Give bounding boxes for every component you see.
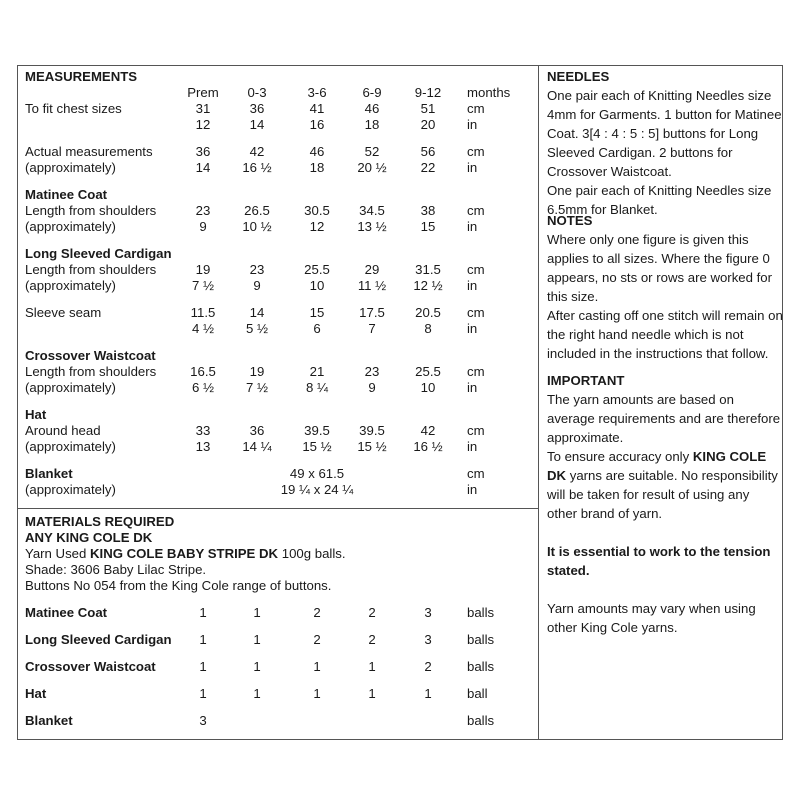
unit-label: in — [467, 439, 478, 454]
needles-section — [547, 67, 783, 219]
shade-text: Shade: 3606 Baby Lilac Stripe. — [25, 562, 207, 577]
unit-label: in — [467, 482, 478, 497]
row-label: Around head — [25, 423, 101, 438]
measurement-value: 25.5 — [415, 364, 441, 379]
measurement-value: 30.5 — [304, 203, 330, 218]
ball-count: 2 — [313, 632, 321, 647]
measurement-value: 18 — [309, 160, 325, 175]
measurement-value: 13 ½ — [357, 219, 387, 234]
unit-label: cm — [467, 364, 485, 379]
measurement-value: 14 — [195, 160, 211, 175]
ball-count: 1 — [368, 659, 376, 674]
measurement-value: 9 — [199, 219, 207, 234]
garment-heading: Matinee Coat — [25, 187, 108, 202]
garment-heading: Hat — [25, 407, 47, 422]
unit-label: in — [467, 380, 478, 395]
measurement-value: 7 ½ — [192, 278, 214, 293]
ball-count: 1 — [424, 686, 432, 701]
measurement-value: 19 — [249, 364, 265, 379]
ball-unit: balls — [467, 632, 495, 647]
yarn-amount-note: Yarn amounts may vary when using other King Cole yarns. — [547, 601, 756, 635]
measurement-value: 49 x 61.5 — [289, 466, 345, 481]
size-header: 6-9 — [362, 85, 382, 100]
yarn-prefix: Yarn Used — [25, 546, 90, 561]
ball-count: 2 — [368, 605, 376, 620]
measurement-value: 36 — [195, 144, 211, 159]
ball-count: 1 — [253, 632, 261, 647]
needles-title: NEEDLES — [547, 69, 610, 84]
measurement-value: 9 — [253, 278, 261, 293]
materials-subtitle: ANY KING COLE DK — [25, 530, 153, 545]
measurement-value: 12 — [309, 219, 325, 234]
row-label: (approximately) — [25, 482, 116, 497]
measurement-value: 14 — [249, 117, 265, 132]
measurement-value: 42 — [420, 423, 436, 438]
measurement-value: 14 — [249, 305, 265, 320]
unit-label: in — [467, 117, 478, 132]
measurement-value: 33 — [195, 423, 211, 438]
material-garment: Hat — [25, 686, 47, 701]
measurement-value: 41 — [309, 101, 325, 116]
row-label: To fit chest sizes — [25, 101, 122, 116]
material-garment: Matinee Coat — [25, 605, 108, 620]
measurement-value: 16 ½ — [242, 160, 272, 175]
ball-count: 1 — [253, 686, 261, 701]
row-label: Sleeve seam — [25, 305, 102, 320]
unit-label: in — [467, 278, 478, 293]
ball-count: 1 — [199, 632, 207, 647]
unit-label: cm — [467, 262, 485, 277]
unit-label: in — [467, 219, 478, 234]
measurement-value: 42 — [249, 144, 265, 159]
measurement-value: 8 — [424, 321, 432, 336]
yarn-used — [25, 546, 346, 562]
measurement-value: 4 ½ — [192, 321, 214, 336]
garment-heading: Blanket — [25, 466, 73, 481]
size-header: 0-3 — [247, 85, 267, 100]
measurement-value: 6 ½ — [192, 380, 214, 395]
unit-label: cm — [467, 423, 485, 438]
ball-count: 1 — [199, 659, 207, 674]
measurement-value: 46 — [364, 101, 380, 116]
unit-label: cm — [467, 466, 485, 481]
row-label: (approximately) — [25, 219, 116, 234]
notes-text-2: After casting off one stitch will remain on the right hand needle which is not included in the instructions that follow. — [547, 308, 783, 361]
yarn-suffix: 100g balls. — [278, 546, 346, 561]
measurement-value: 46 — [309, 144, 325, 159]
measurement-value: 10 — [420, 380, 436, 395]
ball-count: 3 — [199, 713, 207, 728]
ball-unit: ball — [467, 686, 488, 701]
column-divider — [538, 65, 539, 740]
material-garment: Blanket — [25, 713, 73, 728]
measurement-value: 15 — [309, 305, 325, 320]
important-brand: KING COLE DK — [547, 449, 767, 483]
material-garment: Long Sleeved Cardigan — [25, 632, 172, 647]
measurement-value: 19 — [195, 262, 211, 277]
notes-section — [547, 211, 783, 363]
important-text-1: The yarn amounts are based on average requirements and are therefore approximate. — [547, 392, 781, 445]
measurement-value: 15 — [420, 219, 436, 234]
measurement-value: 18 — [364, 117, 380, 132]
ball-unit: balls — [467, 713, 495, 728]
material-garment: Crossover Waistcoat — [25, 659, 156, 674]
materials-title: MATERIALS REQUIRED — [25, 514, 175, 529]
needles-text-2: One pair each of Knitting Needles size 6.5mm for Blanket. — [547, 183, 772, 217]
measurement-value: 20 — [420, 117, 436, 132]
ball-count: 3 — [424, 605, 432, 620]
unit-label: cm — [467, 144, 485, 159]
measurement-value: 36 — [249, 101, 265, 116]
measurement-value: 13 — [195, 439, 211, 454]
measurement-value: 52 — [364, 144, 380, 159]
notes-text-1: Where only one figure is given this applies to all sizes. Where the figure 0 appears, no sts or rows are worked for this size. — [547, 232, 773, 304]
measurement-value: 22 — [420, 160, 436, 175]
row-label: (approximately) — [25, 278, 116, 293]
ball-count: 1 — [199, 686, 207, 701]
measurement-value: 26.5 — [244, 203, 270, 218]
ball-count: 3 — [424, 632, 432, 647]
tension-note: It is essential to work to the tension stated. — [547, 544, 771, 578]
needles-text-1: One pair each of Knitting Needles size 4mm for Garments. 1 button for Matinee Coat. 3[4 : 4 : 5 : 5] buttons for Long Sleeved Cardigan. 2 buttons for Crossover Waistcoat. — [547, 88, 782, 179]
measurement-value: 34.5 — [359, 203, 385, 218]
measurement-value: 11 ½ — [357, 278, 387, 293]
unit-label: in — [467, 160, 478, 175]
row-label: Length from shoulders — [25, 203, 157, 218]
row-label: (approximately) — [25, 380, 116, 395]
measurement-value: 38 — [420, 203, 436, 218]
measurement-value: 12 ½ — [413, 278, 443, 293]
ball-count: 1 — [368, 686, 376, 701]
size-header: 3-6 — [307, 85, 327, 100]
measurement-value: 16.5 — [190, 364, 216, 379]
row-label: (approximately) — [25, 439, 116, 454]
important-text-2-suffix: yarns are suitable. No responsibility will be taken for result of using any other brand of yarn. — [547, 468, 778, 521]
ball-count: 1 — [253, 605, 261, 620]
measurement-value: 29 — [364, 262, 380, 277]
unit-label: cm — [467, 203, 485, 218]
unit-label: cm — [467, 101, 485, 116]
measurement-value: 9 — [368, 380, 376, 395]
measurement-value: 56 — [420, 144, 436, 159]
months-label: months — [467, 85, 511, 100]
important-text-2 — [547, 447, 783, 523]
measurement-value: 15 ½ — [357, 439, 387, 454]
measurement-value: 20 ½ — [357, 160, 387, 175]
ball-unit: balls — [467, 659, 495, 674]
measurement-value: 10 ½ — [242, 219, 272, 234]
measurement-value: 10 — [309, 278, 325, 293]
important-title: IMPORTANT — [547, 373, 625, 388]
ball-count: 1 — [313, 686, 321, 701]
measurement-value: 36 — [249, 423, 265, 438]
measurement-value: 7 ½ — [246, 380, 268, 395]
buttons-text: Buttons No 054 from the King Cole range of buttons. — [25, 578, 332, 593]
measurement-value: 12 — [195, 117, 211, 132]
size-header: 9-12 — [414, 85, 442, 100]
ball-unit: balls — [467, 605, 495, 620]
measurement-value: 16 — [309, 117, 325, 132]
garment-heading: Long Sleeved Cardigan — [25, 246, 172, 261]
ball-count: 1 — [199, 605, 207, 620]
important-section — [547, 371, 783, 637]
ball-count: 1 — [253, 659, 261, 674]
measurement-value: 23 — [364, 364, 380, 379]
row-label: (approximately) — [25, 160, 116, 175]
measurement-value: 6 — [313, 321, 321, 336]
measurement-value: 23 — [249, 262, 265, 277]
measurements-title: MEASUREMENTS — [25, 69, 138, 84]
measurement-value: 5 ½ — [246, 321, 268, 336]
notes-title: NOTES — [547, 213, 593, 228]
measurement-value: 23 — [195, 203, 211, 218]
measurement-value: 11.5 — [190, 305, 216, 320]
measurement-value: 7 — [368, 321, 376, 336]
measurement-value: 31 — [195, 101, 211, 116]
important-text-2-prefix: To ensure accuracy only — [547, 449, 693, 464]
measurement-value: 15 ½ — [302, 439, 332, 454]
measurement-value: 25.5 — [304, 262, 330, 277]
ball-count: 2 — [368, 632, 376, 647]
measurement-value: 21 — [309, 364, 325, 379]
garment-heading: Crossover Waistcoat — [25, 348, 156, 363]
measurement-value: 39.5 — [304, 423, 330, 438]
measurement-value: 39.5 — [359, 423, 385, 438]
row-label: Length from shoulders — [25, 364, 157, 379]
measurement-value: 19 ¼ x 24 ¼ — [280, 482, 354, 497]
row-label: Actual measurements — [25, 144, 153, 159]
section-divider — [17, 508, 539, 509]
measurement-value: 16 ½ — [413, 439, 443, 454]
measurement-value: 20.5 — [415, 305, 441, 320]
ball-count: 2 — [424, 659, 432, 674]
size-header: Prem — [187, 85, 219, 100]
measurement-value: 17.5 — [359, 305, 385, 320]
unit-label: cm — [467, 305, 485, 320]
yarn-name: KING COLE BABY STRIPE DK — [90, 546, 279, 561]
unit-label: in — [467, 321, 478, 336]
measurement-value: 8 ¼ — [306, 380, 328, 395]
measurement-value: 14 ¼ — [242, 439, 272, 454]
ball-count: 1 — [313, 659, 321, 674]
measurement-value: 51 — [420, 101, 436, 116]
ball-count: 2 — [313, 605, 321, 620]
measurement-value: 31.5 — [415, 262, 441, 277]
row-label: Length from shoulders — [25, 262, 157, 277]
